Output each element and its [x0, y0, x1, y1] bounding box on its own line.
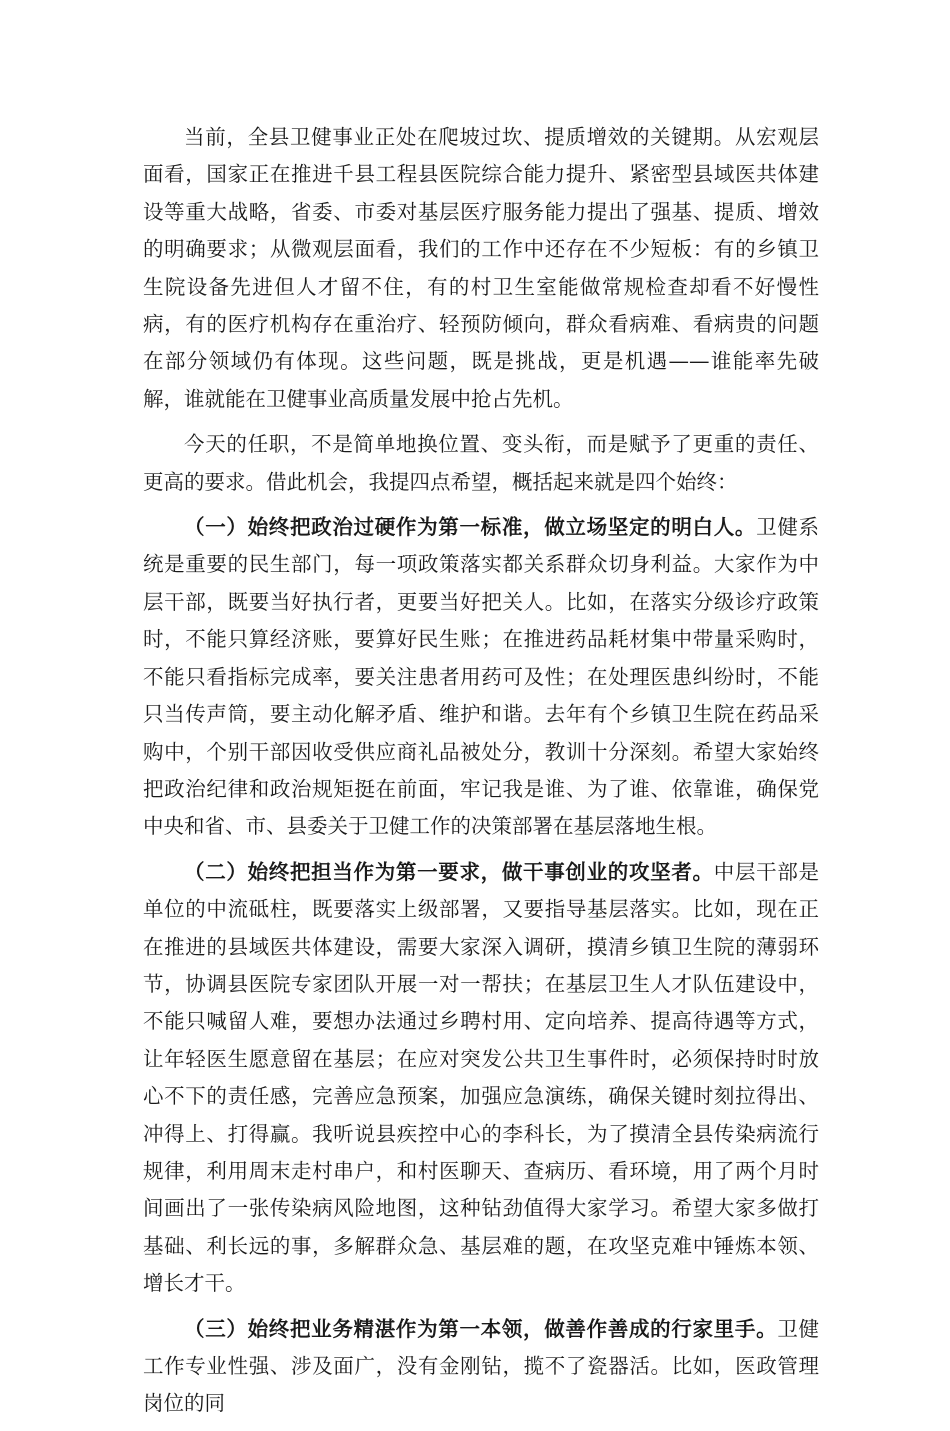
- point-heading: （一）始终把政治过硬作为第一标准，做立场坚定的明白人。: [184, 515, 757, 540]
- point-heading: （三）始终把业务精湛作为第一本领，做善作善成的行家里手。: [184, 1316, 778, 1341]
- paragraph-introduction: [143, 426, 819, 501]
- paragraph-situation: [143, 119, 819, 418]
- paragraph-text: 卫健工作专业性强、涉及面广，没有金刚钻，揽不了瓷器活。比如，医政管理岗位的同: [143, 1316, 820, 1416]
- paragraph-text: 当前，全县卫健事业正处在爬坡过坎、提质增效的关键期。从宏观层面看，国家正在推进千县工程县医院综合能力提升、紧密型县域医共体建设等重大战略，省委、市委对基层医疗服务能力提出了强基、提质、增效的明确要求；从微观层面看，我们的工作中还存在不少短板：有的乡镇卫生院设备先进但人才留不住，有的村卫生室能做常规检查却看不好慢性病，有的医疗机构存在重治疗、轻预防倾向，群众看病难、看病贵的问题在部分领域仍有体现。这些问题，既是挑战，更是机遇——谁能率先破解，谁就能在卫健事业高质量发展中抢占先机。: [143, 125, 819, 411]
- document-body: [143, 119, 819, 1431]
- paragraph-text: 今天的任职，不是简单地换位置、变头衔，而是赋予了更重的责任、更高的要求。借此机会，我提四点希望，概括起来就是四个始终：: [143, 432, 819, 494]
- paragraph-point-two: [143, 854, 819, 1303]
- paragraph-point-one: [143, 509, 819, 846]
- paragraph-text: 卫健系统是重要的民生部门，每一项政策落实都关系群众切身利益。大家作为中层干部，既要当好执行者，更要当好把关人。比如，在落实分级诊疗政策时，不能只算经济账，要算好民生账；在推进药品耗材集中带量采购时，不能只看指标完成率，要关注患者用药可及性；在处理医患纠纷时，不能只当传声筒，要主动化解矛盾、维护和谐。去年有个乡镇卫生院在药品采购中，个别干部因收受供应商礼品被处分，教训十分深刻。希望大家始终把政治纪律和政治规矩挺在前面，牢记我是谁、为了谁、依靠谁，确保党中央和省、市、县委关于卫健工作的决策部署在基层落地生根。: [143, 515, 820, 839]
- point-heading: （二）始终把担当作为第一要求，做干事创业的攻坚者。: [184, 859, 714, 884]
- paragraph-point-three: [143, 1311, 819, 1423]
- paragraph-text: 中层干部是单位的中流砥柱，既要落实上级部署，又要指导基层落实。比如，现在正在推进的县域医共体建设，需要大家深入调研，摸清乡镇卫生院的薄弱环节，协调县医院专家团队开展一对一帮扶；在基层卫生人才队伍建设中，不能只喊留人难，要想办法通过乡聘村用、定向培养、提高待遇等方式，让年轻医生愿意留在基层；在应对突发公共卫生事件时，必须保持时时放心不下的责任感，完善应急预案，加强应急演练，确保关键时刻拉得出、冲得上、打得赢。我听说县疾控中心的李科长，为了摸清全县传染病流行规律，利用周末走村串户，和村医聊天、查病历、看环境，用了两个月时间画出了一张传染病风险地图，这种钻劲值得大家学习。希望大家多做打基础、利长远的事，多解群众急、基层难的题，在攻坚克难中锤炼本领、增长才干。: [143, 859, 820, 1296]
